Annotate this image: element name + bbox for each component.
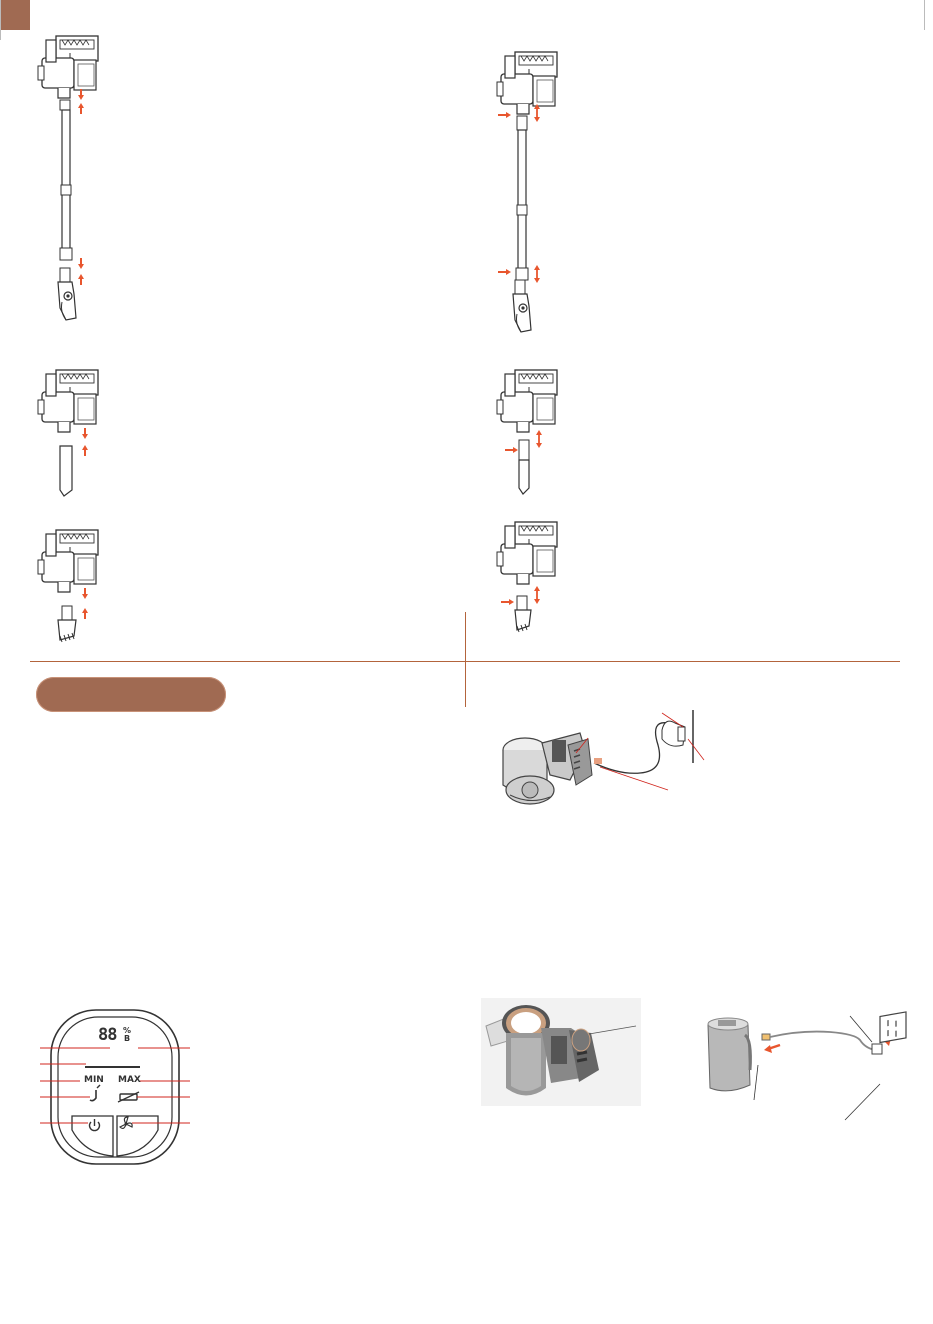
arrow-up-icon xyxy=(78,274,84,285)
arrow-down-icon xyxy=(78,89,84,100)
arrow-up-icon xyxy=(82,445,88,456)
assembly-diagram-stick-detach xyxy=(495,52,575,362)
battery-percentage-display: 88 xyxy=(98,1025,117,1045)
section-heading-pill xyxy=(36,677,226,712)
arrow-up-icon xyxy=(78,103,84,114)
battery-pack-illustration xyxy=(708,1018,750,1091)
release-arrow-icon xyxy=(505,447,518,453)
double-arrow-icon xyxy=(534,265,540,283)
double-arrow-icon xyxy=(534,586,540,604)
arrow-up-icon xyxy=(82,608,88,619)
assembly-diagram-crevice-detach xyxy=(495,370,575,500)
assembly-diagram-brush-detach xyxy=(495,522,575,642)
vacuum-handheld-illustration xyxy=(503,733,592,804)
control-panel-illustration xyxy=(40,1000,190,1175)
charging-illustration xyxy=(490,705,720,820)
double-arrow-icon xyxy=(536,430,542,448)
assembly-diagram-brush-attach xyxy=(36,530,116,650)
assembly-diagram-crevice-attach xyxy=(36,370,116,500)
arrow-down-icon xyxy=(82,428,88,439)
min-mode-label: MIN xyxy=(84,1075,104,1085)
charger-cable xyxy=(770,1032,875,1050)
release-arrow-icon xyxy=(498,269,511,275)
max-mode-label: MAX xyxy=(118,1075,141,1085)
vacuum-body-illustration xyxy=(38,36,98,98)
percent-unit-label: % xyxy=(123,1026,132,1035)
release-arrow-icon xyxy=(498,112,511,118)
floor-brush-illustration xyxy=(58,268,76,320)
crop-mark-left xyxy=(0,0,1,40)
arrow-down-icon xyxy=(82,588,88,599)
corner-tab xyxy=(0,0,30,30)
bottom-unit-label: B xyxy=(124,1034,131,1043)
battery-charger-illustration xyxy=(690,1010,920,1125)
column-divider xyxy=(465,612,466,707)
arrow-insert-icon xyxy=(764,1045,780,1053)
extension-tube-illustration xyxy=(60,110,72,260)
arrow-down-icon xyxy=(78,258,84,269)
crevice-tool-illustration xyxy=(60,446,72,496)
wall-socket-illustration xyxy=(880,1012,906,1043)
crop-mark-right xyxy=(924,0,925,30)
release-arrow-icon xyxy=(501,599,514,605)
double-arrow-icon xyxy=(534,104,540,122)
assembly-diagram-stick-attach xyxy=(36,36,116,346)
handheld-vacuum-photo xyxy=(481,998,641,1106)
charging-cable xyxy=(594,723,668,774)
